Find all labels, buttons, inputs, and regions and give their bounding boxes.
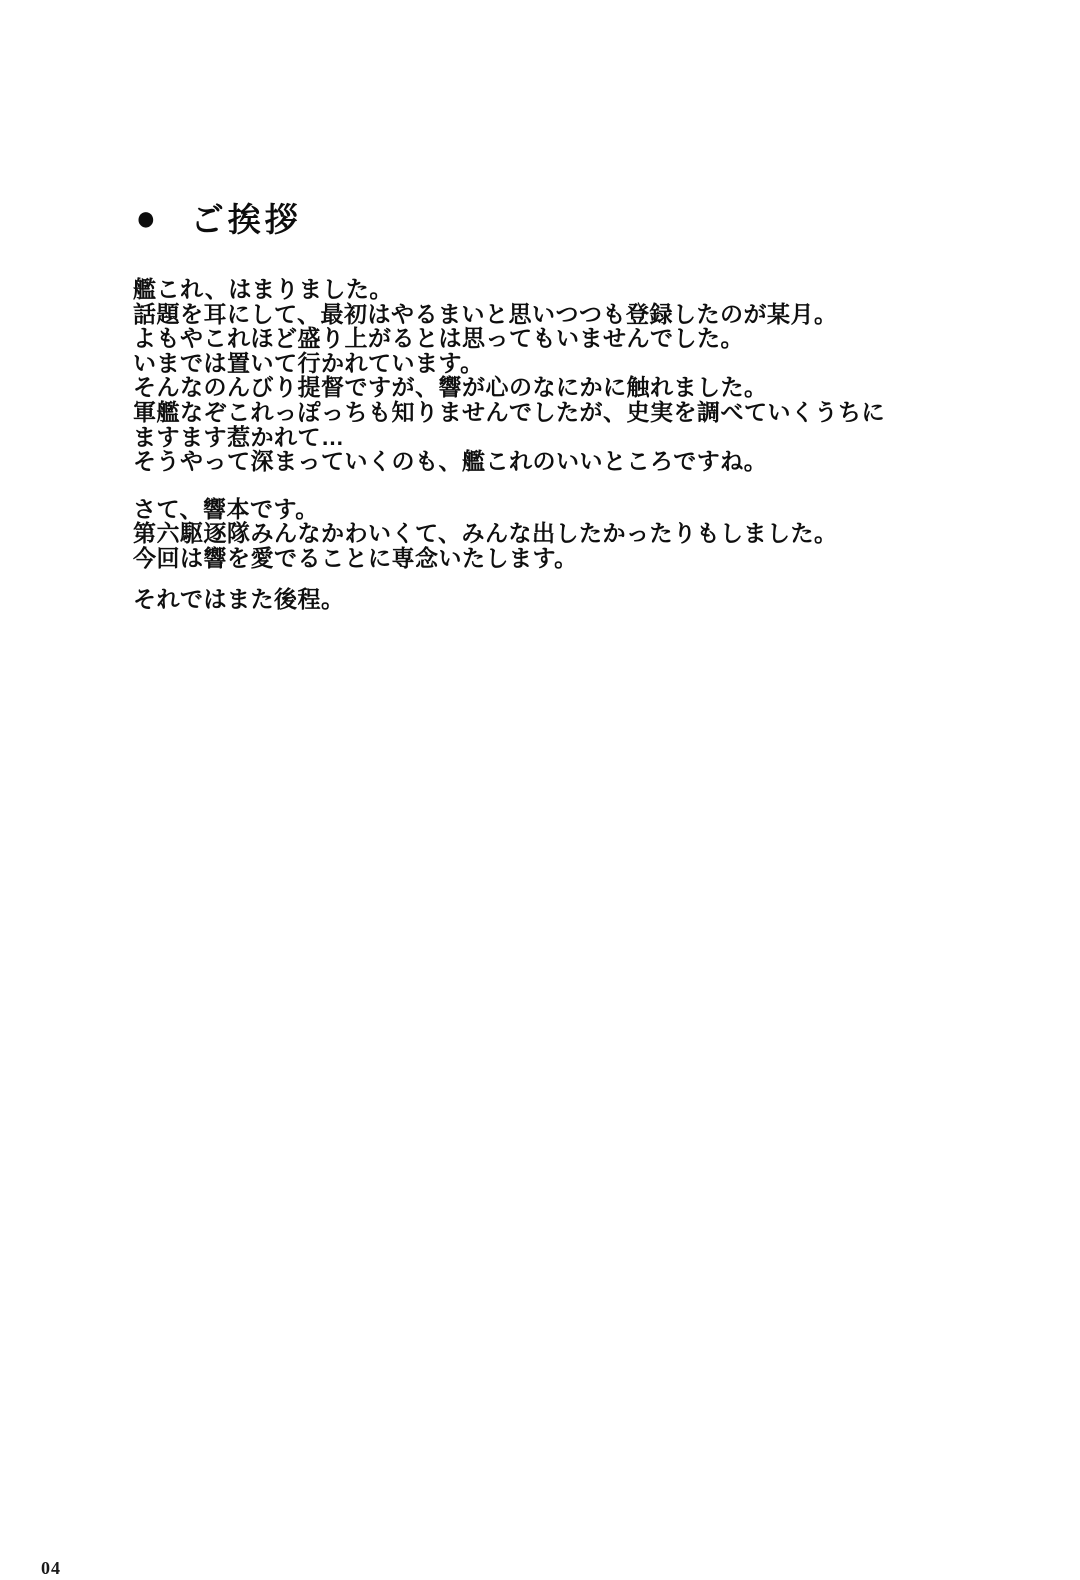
text-line: よもやこれほど盛り上がるとは思ってもいませんでした。 bbox=[133, 325, 744, 352]
text-line: 艦これ、はまりました。 bbox=[133, 276, 393, 302]
paragraph-closing bbox=[133, 587, 885, 612]
text-line: 今回は響を愛でることに専念いたします。 bbox=[133, 544, 578, 571]
text-line: いまでは置いて行かれています。 bbox=[133, 349, 484, 376]
text-line: 話題を耳にして、最初はやるまいと思いつつも登録したのが某月。 bbox=[133, 300, 838, 327]
text-line: 軍艦なぞこれっぽっちも知りませんでしたが、史実を調べていくうちに bbox=[133, 398, 885, 425]
text-line: さて、響本です。 bbox=[133, 495, 319, 522]
paragraph-hibiki-book bbox=[133, 497, 885, 571]
text-line: そうやって深まっていくのも、艦これのいいところですね。 bbox=[133, 448, 768, 475]
text-line: 第六駆逐隊みんなかわいくて、みんな出したかったりもしました。 bbox=[133, 520, 838, 547]
text-line: そんなのんびり提督ですが、響が心のなにかに触れました。 bbox=[133, 374, 768, 401]
greeting-text bbox=[133, 277, 885, 611]
paragraph-intro bbox=[133, 277, 885, 474]
bullet-icon: ● bbox=[135, 196, 157, 238]
text-line: ますます惹かれて… bbox=[133, 423, 345, 450]
section-header bbox=[135, 194, 302, 241]
page-title: ご挨拶 bbox=[190, 201, 302, 238]
page-number: 04 bbox=[41, 1558, 61, 1578]
text-line: それではまた後程。 bbox=[133, 585, 345, 612]
